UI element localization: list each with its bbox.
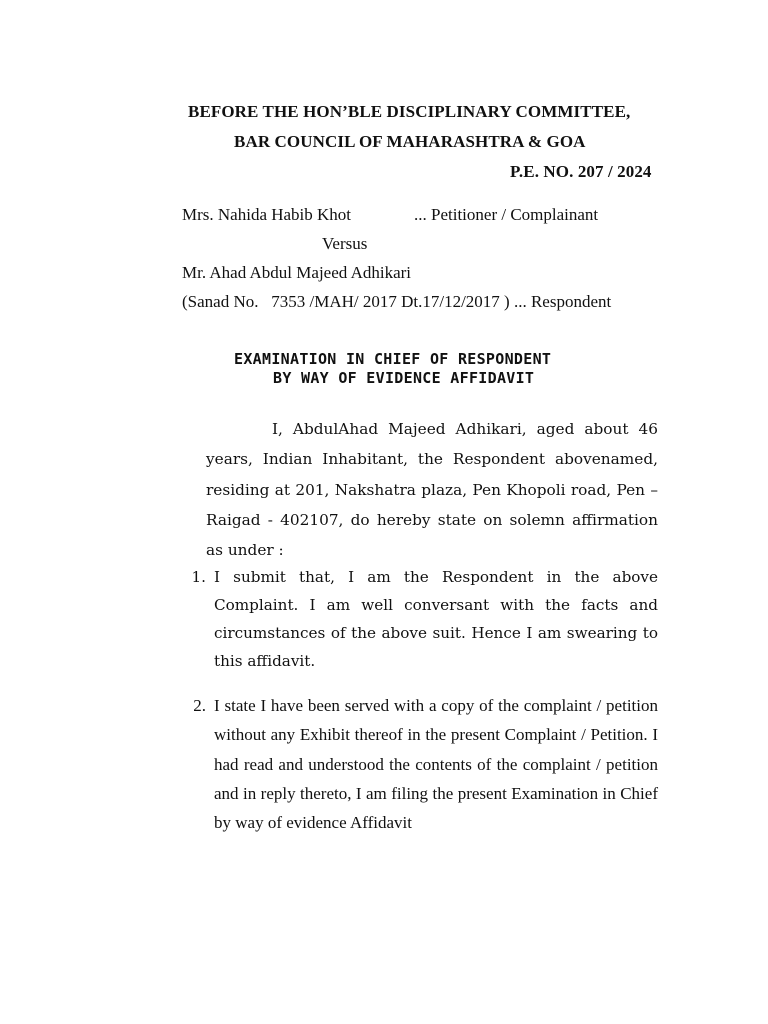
petitioner-name: Mrs. Nahida Habib Khot — [182, 205, 352, 224]
header-line-1: BEFORE THE HON’BLE DISCIPLINARY COMMITTEE, — [188, 102, 631, 121]
affidavit-title-line-1: EXAMINATION IN CHIEF OF RESPONDENT — [234, 350, 552, 368]
list-item-1: I submit that, I am the Respondent in the above Complaint. I am well conversant with the facts and circumstances of the above suit. Hence I am swearing to this affidavit. — [214, 568, 658, 670]
respondent-sanad: (Sanad No. 7353 /MAH/ 2017 Dt.17/12/2017 ) ... Respondent — [182, 292, 612, 311]
intro-paragraph — [206, 414, 658, 565]
affidavit-title-line-2: BY WAY OF EVIDENCE AFFIDAVIT — [273, 369, 535, 387]
list-item-2: I state I have been served with a copy of the complaint / petition without any Exhibit thereof in the present Complaint / Petition. I had read and understood the contents of the complaint / petition and in reply thereto, I am filing the present Examination in Chief by way of evidence Affidavit — [214, 696, 658, 833]
item-number-1: 1. — [191, 568, 206, 586]
item-number-2: 2. — [193, 696, 206, 715]
intro-text: I, AbdulAhad Majeed Adhikari, aged about 46 years, Indian Inhabitant, the Respondent abovenamed, residing at 201, Nakshatra plaza, Pen Khopoli road, Pen – Raigad - 402107, do hereby state on solemn affirmation as under : — [206, 420, 658, 560]
versus-label: Versus — [322, 234, 368, 253]
petitioner-role: ... Petitioner / Complainant — [414, 205, 599, 224]
respondent-name: Mr. Ahad Abdul Majeed Adhikari — [182, 263, 412, 282]
header-line-2: BAR COUNCIL OF MAHARASHTRA & GOA — [234, 132, 586, 151]
case-number: P.E. NO. 207 / 2024 — [510, 162, 652, 181]
